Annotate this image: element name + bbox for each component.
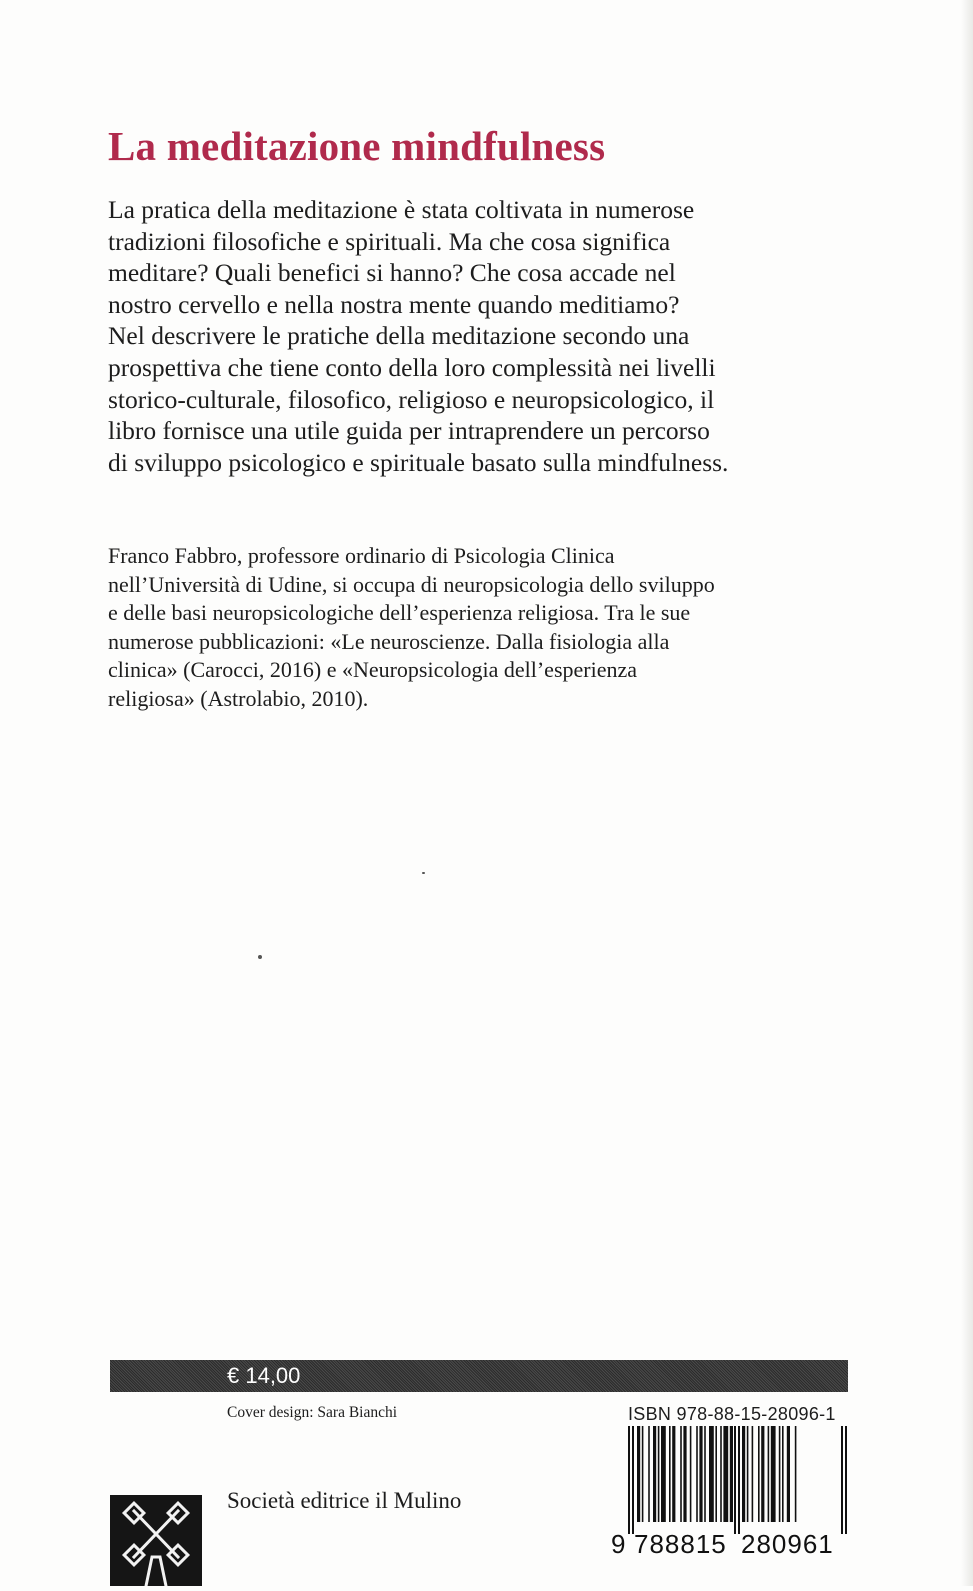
publisher-name: Società editrice il Mulino bbox=[227, 1488, 462, 1513]
barcode-bar bbox=[696, 1426, 698, 1522]
barcode-bars bbox=[628, 1426, 847, 1534]
barcode-bar bbox=[637, 1426, 640, 1522]
page-edge bbox=[961, 0, 973, 1586]
barcode-digit-group-right: 280961 bbox=[741, 1529, 834, 1559]
barcode-bar bbox=[779, 1426, 781, 1522]
cover-design-credit: Cover design: Sara Bianchi bbox=[227, 1404, 398, 1421]
barcode-bar bbox=[672, 1426, 675, 1522]
barcode-bar bbox=[648, 1426, 650, 1522]
barcode-bar bbox=[680, 1426, 682, 1522]
blurb-line: meditare? Quali benefici si hanno? Che cosa accade nel bbox=[108, 258, 676, 288]
blurb-line: di sviluppo psicologico e spirituale basato sulla mindfulness. bbox=[108, 447, 729, 477]
price-bar bbox=[110, 1360, 848, 1392]
barcode-bar bbox=[730, 1426, 733, 1522]
barcode-bar bbox=[709, 1426, 714, 1522]
blurb-line: nostro cervello e nella nostra mente quando meditiamo? bbox=[108, 289, 680, 319]
bio-line: clinica» (Carocci, 2016) e «Neuropsicologia dell’esperienza bbox=[108, 657, 637, 683]
blurb-line: storico-culturale, filosofico, religioso e neuropsicologico, il bbox=[108, 384, 715, 414]
barcode-bar bbox=[690, 1426, 692, 1522]
barcode-bar bbox=[628, 1426, 630, 1534]
windmill-icon bbox=[110, 1495, 202, 1586]
isbn-number: ISBN 978-88-15-28096-1 bbox=[628, 1404, 836, 1424]
barcode-bar bbox=[758, 1426, 760, 1522]
barcode-bar bbox=[752, 1426, 754, 1522]
barcode-bar bbox=[768, 1426, 770, 1522]
barcode-bar bbox=[782, 1426, 784, 1522]
barcode-bar bbox=[715, 1426, 717, 1522]
barcode-bar bbox=[845, 1426, 847, 1534]
barcode-bar bbox=[723, 1426, 728, 1522]
print-speck bbox=[422, 872, 425, 874]
blurb-line: libro fornisce una utile guida per intraprendere un percorso bbox=[108, 416, 710, 446]
barcode-bar bbox=[632, 1426, 634, 1534]
barcode-bar bbox=[683, 1426, 686, 1522]
barcode-bar bbox=[642, 1426, 644, 1522]
price-label: € 14,00 bbox=[227, 1363, 301, 1388]
bio-line: religiosa» (Astrolabio, 2010). bbox=[108, 685, 369, 711]
windmill-icon-graphic bbox=[110, 1495, 202, 1586]
blurb-line: prospettiva che tiene conto della loro complessità nei livelli bbox=[108, 352, 716, 382]
blurb-line: La pratica della meditazione è stata coltivata in numerose bbox=[108, 195, 695, 224]
barcode-bar bbox=[761, 1426, 764, 1522]
bio-line: nell’Università di Udine, si occupa di neuropsicologia dello sviluppo bbox=[108, 571, 715, 597]
book-blurb bbox=[108, 194, 868, 478]
barcode-digit-group-left: 788815 bbox=[634, 1529, 727, 1559]
print-speck bbox=[258, 955, 262, 959]
bio-line: e delle basi neuropsicologiche dell’esperienza religiosa. Tra le sue bbox=[108, 600, 691, 626]
barcode-bar bbox=[699, 1426, 702, 1522]
barcode-bar bbox=[841, 1426, 843, 1534]
barcode-bar bbox=[787, 1426, 790, 1522]
bio-line: Franco Fabbro, professore ordinario di Psicologia Clinica bbox=[108, 543, 615, 568]
barcode-graphic bbox=[604, 1426, 850, 1586]
barcode-bar bbox=[653, 1426, 656, 1522]
barcode-bar bbox=[661, 1426, 666, 1522]
barcode-bar bbox=[771, 1426, 776, 1522]
barcode-bar bbox=[658, 1426, 660, 1522]
barcode-digit-prefix: 9 bbox=[611, 1529, 626, 1559]
bio-line: numerose pubblicazioni: «Le neuroscienze. Dalla fisiologia alla bbox=[108, 628, 670, 654]
blurb-line: tradizioni filosofiche e spirituali. Ma che cosa significa bbox=[108, 226, 671, 256]
barcode-bar bbox=[720, 1426, 722, 1522]
book-title: La meditazione mindfulness bbox=[108, 123, 606, 169]
barcode-bar bbox=[747, 1426, 749, 1522]
barcode-bar bbox=[669, 1426, 671, 1522]
barcode-bar bbox=[738, 1426, 740, 1534]
barcode-bar bbox=[704, 1426, 706, 1522]
isbn-barcode bbox=[604, 1426, 850, 1586]
barcode-bar bbox=[734, 1426, 736, 1534]
barcode-bar bbox=[795, 1426, 797, 1522]
barcode-bar bbox=[742, 1426, 745, 1522]
blurb-line: Nel descrivere le pratiche della meditazione secondo una bbox=[108, 321, 690, 351]
author-bio bbox=[108, 542, 868, 714]
